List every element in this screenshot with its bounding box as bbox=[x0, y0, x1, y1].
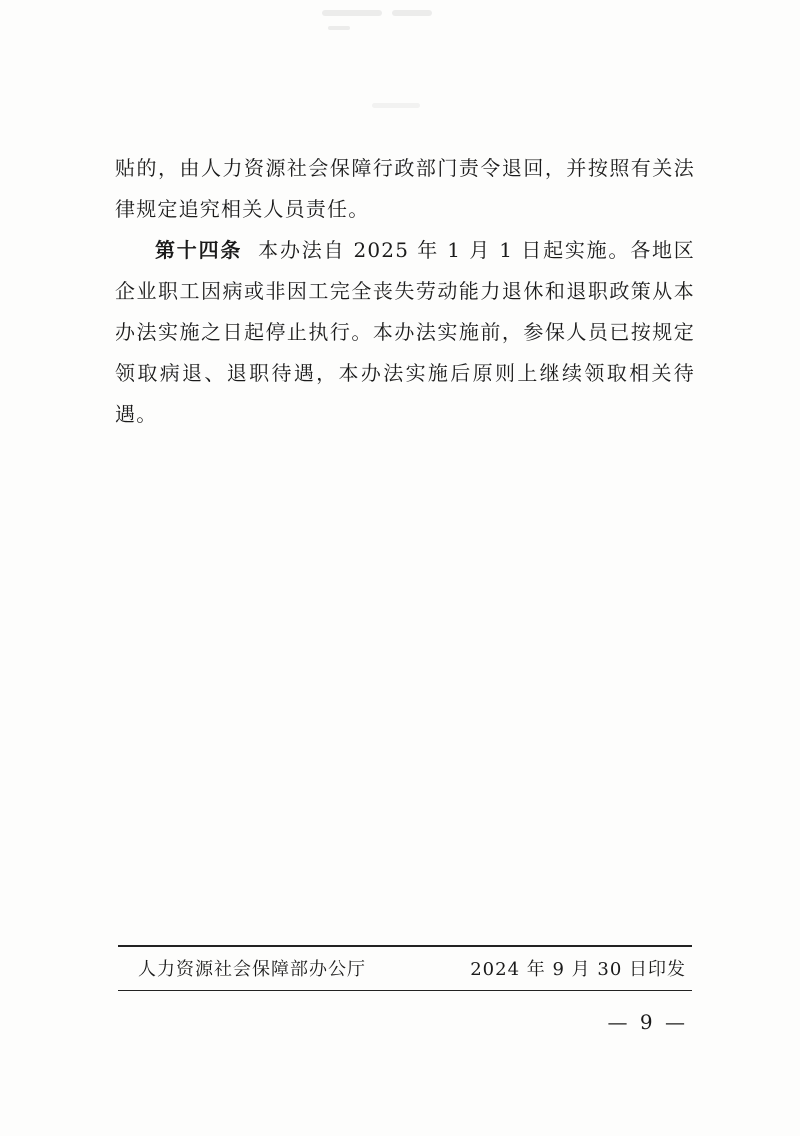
paragraph-text: 本办法自 2025 年 1 月 1 日起实施。各地区企业职工因病或非因工完全丧失劳动能力退休和退职政策从本办法实施之日起停止执行。本办法实施前，参保人员已按规定领取病退、退职待遇，本办法实施后原则上继续领取相关待遇。 bbox=[115, 238, 695, 426]
paragraph-text: 贴的，由人力资源社会保障行政部门责令退回，并按照有关法律规定追究相关人员责任。 bbox=[115, 156, 695, 221]
footer-print-date: 2024 年 9 月 30 日印发 bbox=[470, 959, 686, 980]
scan-bleed-mark bbox=[322, 10, 382, 16]
scan-bleed-mark bbox=[328, 26, 350, 30]
footer-issuer: 人力资源社会保障部办公厅 bbox=[138, 959, 366, 980]
scan-bleed-mark bbox=[372, 103, 420, 108]
footer-bottom-rule bbox=[118, 990, 692, 991]
article-heading: 第十四条 bbox=[155, 238, 243, 262]
scan-bleed-mark bbox=[392, 10, 432, 16]
footer-top-rule bbox=[118, 945, 692, 947]
page-number: — 9 — bbox=[607, 1010, 688, 1034]
paragraph-continuation bbox=[115, 148, 695, 230]
document-body bbox=[115, 148, 695, 435]
paragraph-article-14 bbox=[115, 230, 695, 435]
